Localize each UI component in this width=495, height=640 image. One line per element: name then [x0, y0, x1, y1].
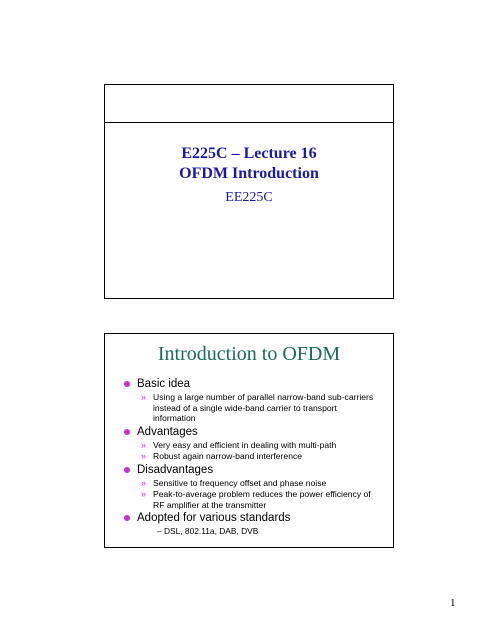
- sub-bullet-text: Peak-to-average problem reduces the power efficiency of RF amplifier at the transmitter: [153, 489, 371, 510]
- bullet-dot-icon: [124, 429, 130, 435]
- slide-divider-line: [105, 122, 393, 123]
- sub-bullet: [123, 451, 375, 462]
- sub-bullet: [123, 489, 375, 510]
- slide-1-title: [105, 144, 393, 184]
- dash-item: – DSL, 802.11a, DAB, DVB: [157, 526, 259, 536]
- sub-bullet-text: Using a large number of parallel narrow-band sub-carriers instead of a single wide-band carrier to transport information: [153, 392, 374, 423]
- sub-bullet-text: Robust again narrow-band interference: [153, 451, 303, 461]
- bullet-heading: Basic idea: [137, 378, 191, 390]
- sub-bullet-text: Very easy and efficient in dealing with multi-path: [153, 439, 337, 450]
- sub-bullet-text: Sensitive to frequency offset and phase noise: [153, 477, 327, 488]
- bullet-dot-icon: [124, 381, 130, 387]
- double-chevron-icon: »: [141, 489, 147, 499]
- double-chevron-icon: »: [141, 477, 147, 488]
- sub-bullet: [123, 392, 375, 424]
- title-line-1: E225C – Lecture 16: [181, 145, 317, 162]
- slide-2-title: Introduction to OFDM: [157, 343, 341, 365]
- sub-bullet: [123, 440, 375, 451]
- page-number: 1: [450, 597, 456, 609]
- title-line-2: OFDM Introduction: [179, 165, 319, 182]
- bullet-heading: Disadvantages: [137, 463, 214, 476]
- bullet-standards: [123, 511, 375, 525]
- slide-1: [104, 84, 394, 299]
- bullet-disadvantages: [123, 463, 375, 477]
- slide-1-subtitle: EE225C: [225, 190, 273, 205]
- bullet-heading: Adopted for various standards: [137, 512, 291, 524]
- bullet-list: [123, 376, 375, 538]
- double-chevron-icon: »: [141, 451, 147, 461]
- bullet-dot-icon: [124, 467, 130, 473]
- bullet-basic-idea: [123, 377, 375, 391]
- bullet-advantages: [123, 425, 375, 439]
- slide-2: [104, 333, 394, 548]
- bullet-dot-icon: [124, 515, 130, 521]
- bullet-heading: Advantages: [137, 425, 198, 438]
- double-chevron-icon: »: [141, 392, 147, 402]
- double-chevron-icon: »: [141, 439, 147, 450]
- sub-bullet: [123, 478, 375, 489]
